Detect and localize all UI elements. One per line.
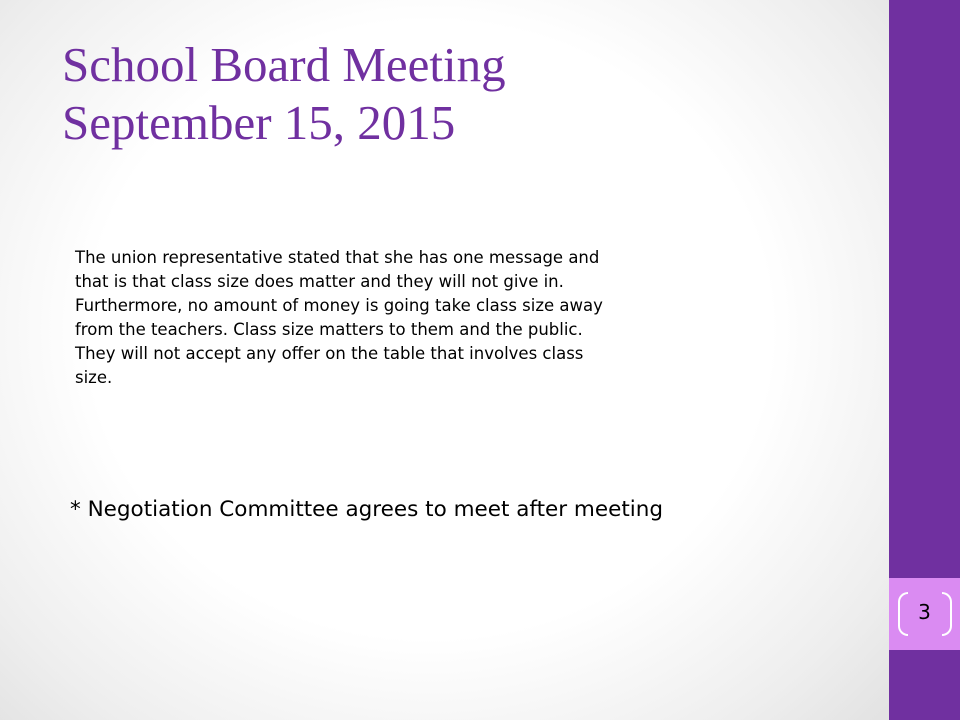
body-line: size. xyxy=(75,368,113,387)
body-line: Furthermore, no amount of money is going take class size away xyxy=(75,296,603,315)
title-line-2: September 15, 2015 xyxy=(62,95,456,150)
body-paragraph xyxy=(75,246,715,390)
body-line: that is that class size does matter and they will not give in. xyxy=(75,272,564,291)
body-line: from the teachers. Class size matters to them and the public. xyxy=(75,320,583,339)
right-bracket-icon xyxy=(942,592,952,636)
page-number-box xyxy=(889,578,960,650)
slide-title xyxy=(62,36,862,152)
body-line: They will not accept any offer on the table that involves class xyxy=(75,344,584,363)
page-number: 3 xyxy=(918,600,931,624)
title-line-1: School Board Meeting xyxy=(62,37,506,92)
committee-note: * Negotiation Committee agrees to meet after meeting xyxy=(70,497,664,522)
body-line: The union representative stated that she has one message and xyxy=(75,248,600,267)
